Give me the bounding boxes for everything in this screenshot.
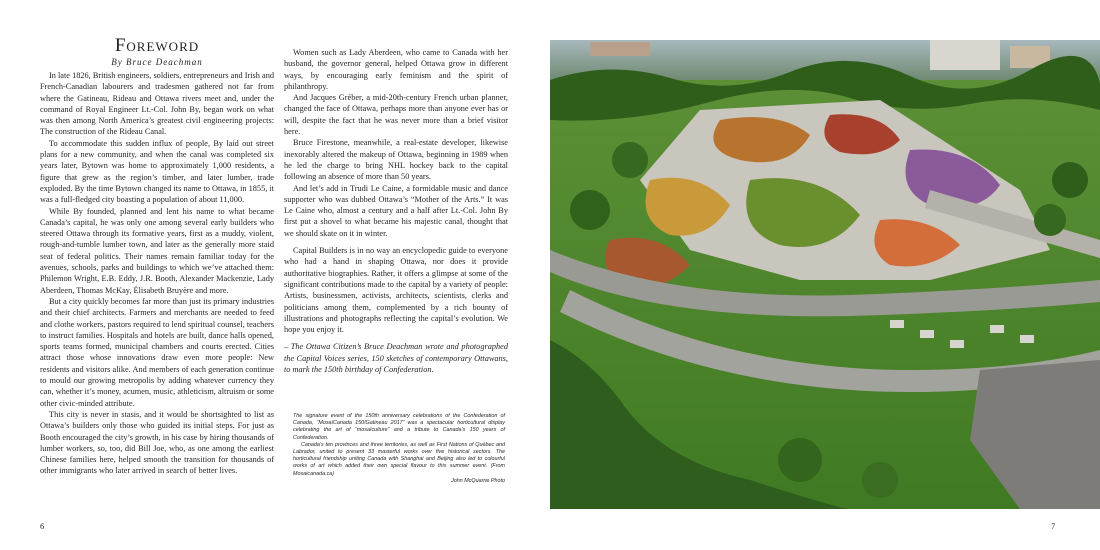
paragraph: In late 1826, British engineers, soldiers, entrepreneurs and Irish and French-Canadian labourers and tradesmen gathered not far from where the Gatineau, Rideau and Ottawa rivers meet and, under the command of Royal Engineer Lt.-Col. John By, began work on what was then among North America’s greatest civil engineering projects: The construction of the Rideau Canal.: [40, 71, 274, 137]
tree: [1052, 162, 1088, 198]
page-title: Foreword: [114, 35, 200, 56]
paragraph: And Jacques Gréber, a mid-20th-century French urban planner, changed the face of Ottawa, perhaps more than anyone ever has or will, despite the fact that he was never more than a brief visitor here.: [284, 93, 508, 137]
paving-tile: [990, 325, 1004, 333]
photo-caption: [293, 413, 505, 485]
paragraph: While By founded, planned and lent his name to what became Canada’s capital, he was only one among several early builders who steered Ottawa through its formative years, first as a muddy, violent, rough-and-tumble lumber town, and later as the generally more staid seat of federal politics. Their names remain familiar today for the avenues, schools, parks and buildings to which we’ve attached them: Philemon Wright, E.B. Eddy, J.R. Booth, Alexander Mackenzie, Lady Aberdeen, Thomas McKay, Élisabeth Bruyère and more.: [40, 206, 274, 295]
page-number-right: 7: [1051, 521, 1056, 531]
byline: By Bruce Deachman: [111, 57, 203, 67]
paving-tile: [920, 330, 934, 338]
page-number-left: 6: [40, 521, 45, 531]
paragraph: Bruce Firestone, meanwhile, a real-estate developer, likewise inexorably altered the makeup of Ottawa, beginning in 1989 when he led the charge to bring NHL hockey back to the capital following an absence of more than 50 years.: [284, 138, 508, 182]
tree: [1034, 204, 1066, 236]
author-note: – The Ottawa Citizen’s Bruce Deachman wrote and photographed the Capital Voices series, 150 sketches of contemporary Ottawans, to mark the 150th birthday of Confederation.: [284, 342, 508, 375]
building: [930, 40, 1000, 70]
right-page: [550, 0, 1100, 550]
tree: [778, 438, 822, 482]
paragraph: And let’s add in Trudi Le Caine, a formidable music and dance supporter who was dubbed Ottawa’s “Mother of the Arts.” It was Le Caine who, almost a century and a half after Lt.-Col. John By first put a shovel to what became his majestic canal, thought that we should skate on it in winter.: [284, 183, 508, 238]
caption-paragraph: Canada’s ten provinces and three territories, as well as First Nations of Québec and Labrador, united to present 33 masterful works over five historical sectors. The horticultural friendship uniting Canada with Shanghai and Beijing also led to colourful works of art which added their own special flavour to this summer event. (From Mosaicanada.ca): [293, 441, 505, 477]
paving-tile: [890, 320, 904, 328]
tree: [570, 190, 610, 230]
aerial-garden-photo: [550, 40, 1100, 509]
paving-tile: [950, 340, 964, 348]
paragraph: Women such as Lady Aberdeen, who came to Canada with her husband, the governor general, helped Ottawa grow in different ways, by encouraging early feminism and the spirit of philanthropy.: [284, 48, 508, 91]
paragraph: Capital Builders is in no way an encyclopedic guide to everyone who had a hand in shaping Ottawa, nor does it provide authoritative biographies. Rather, it offers a glimpse at some of the significant contributions made to the capital by a variety of people: Artists, businessmen, activists, architects, scientists, clerks and politicians among them, complemented by a rich bounty of illustrations and photographs reflecting the capital’s evolution. We hope you enjoy it.: [284, 246, 508, 335]
tree: [862, 462, 898, 498]
building: [590, 42, 650, 56]
text-column-left: [40, 70, 274, 477]
paragraph: To accommodate this sudden influx of people, By laid out street plans for a new community, and when the canal was completed six years later, Bytown was home to approximately 1,000 residents, a figure that grew as the region’s timber, and later lumber, trade exploded. By the time Bytown changed its name to Ottawa, in 1855, it was a full-fledged city boasting a population of about 11,000.: [40, 138, 274, 205]
photo-credit: John McQuarrie Photo: [451, 477, 505, 484]
paragraph: But a city quickly becomes far more than just its primary industries and their chief architects. Farmers and merchants are needed to feed and clothe workers, pastors required to lend spiritual counsel, teachers to instruct families. Hospitals and hotels are built, dance halls opened, sports teams formed, municipal chambers and courts erected. Cities attract those whose innovations draw even more people: New residents and visitors alike. And members of each generation continue to mould our growing metropolis by adding whatever currency they can, whether it’s money, acumen, music, athleticism, altruism or some other civic-minded attribute.: [40, 296, 274, 408]
paving-tile: [1020, 335, 1034, 343]
text-column-right: [284, 47, 508, 375]
tree: [612, 142, 648, 178]
paragraph: This city is never in stasis, and it would be shortsighted to list as Ottawa’s builders only those who guided its initial steps. For just as Booth encouraged the city’s growth, in his case by hiring thousands of lumber workers, so, too, did Bill Joe, who, as one among the earliest Chinese families here, helped smooth the transition for thousands of other immigrants who later arrived in search of better lives.: [40, 409, 274, 476]
caption-paragraph: The signature event of the 150th anniversary celebrations of the Confederation of Canada, “MosaïCanada 150/Gatineau 2017” was a spectacular horticultural display celebrating the art of “mosaïculture” and a tribute to Canada’s 150 years of Confederation.: [293, 413, 505, 441]
